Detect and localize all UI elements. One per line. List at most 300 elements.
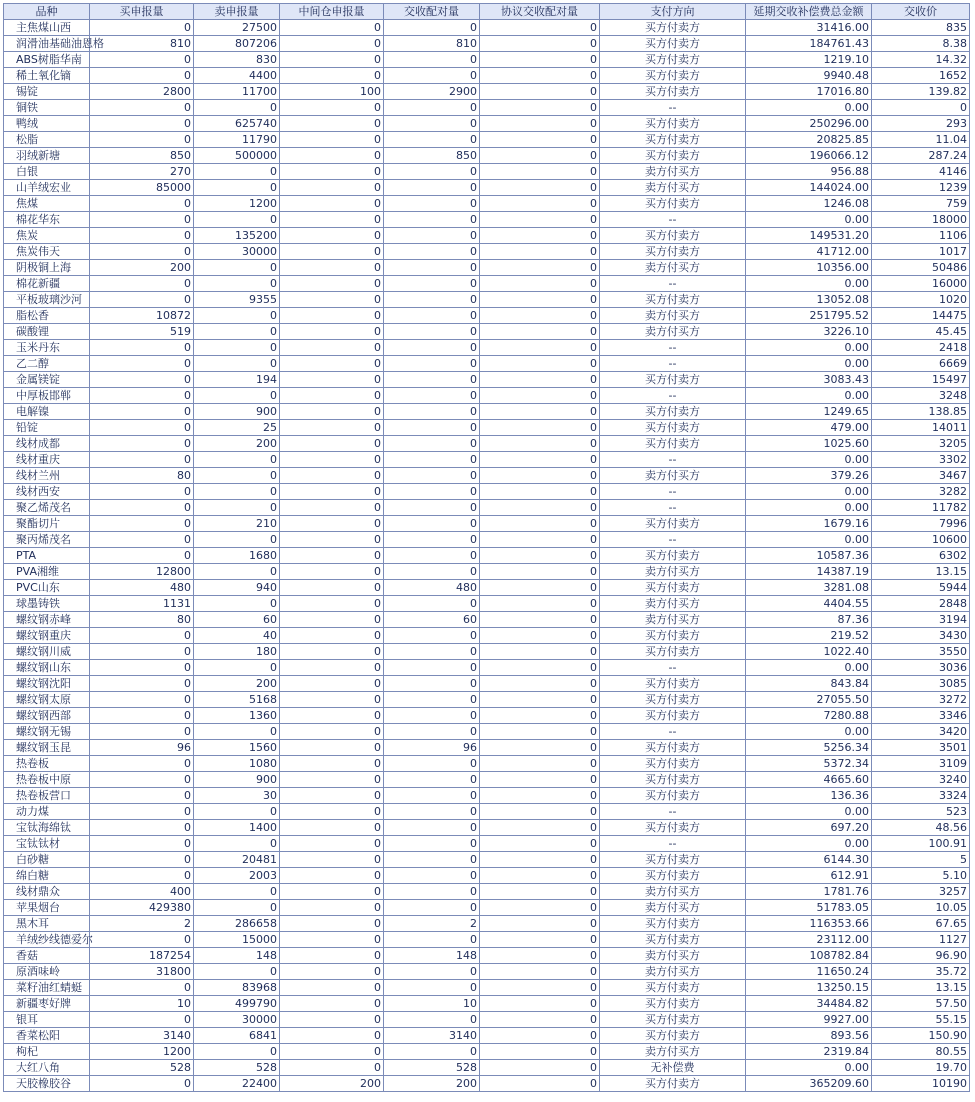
table-cell: 184761.43 xyxy=(746,36,872,52)
table-cell: 0 xyxy=(90,980,194,996)
table-cell: 0 xyxy=(90,484,194,500)
table-cell: 0 xyxy=(280,308,384,324)
table-cell: 0 xyxy=(480,788,600,804)
table-cell: 0 xyxy=(280,1060,384,1076)
table-cell: 480 xyxy=(90,580,194,596)
table-cell: 15497 xyxy=(872,372,970,388)
table-row xyxy=(4,1076,970,1092)
table-cell: 519 xyxy=(90,324,194,340)
column-header: 支付方向 xyxy=(600,4,746,20)
table-cell: 银耳 xyxy=(4,1012,90,1028)
table-cell: 3226.10 xyxy=(746,324,872,340)
table-cell: 0 xyxy=(384,212,480,228)
table-cell: -- xyxy=(600,724,746,740)
table-row xyxy=(4,612,970,628)
table-cell: 买方付卖方 xyxy=(600,580,746,596)
table-cell: 48.56 xyxy=(872,820,970,836)
table-cell: 0 xyxy=(384,308,480,324)
table-cell: 139.82 xyxy=(872,84,970,100)
table-cell: 0 xyxy=(480,596,600,612)
table-cell: 0 xyxy=(384,516,480,532)
table-row xyxy=(4,468,970,484)
table-cell: 3430 xyxy=(872,628,970,644)
table-cell: 0 xyxy=(280,788,384,804)
table-cell: 31416.00 xyxy=(746,20,872,36)
table-cell: 聚丙烯茂名 xyxy=(4,532,90,548)
table-cell: 0 xyxy=(194,484,280,500)
table-cell: 0 xyxy=(194,804,280,820)
table-cell: 0 xyxy=(480,740,600,756)
table-row xyxy=(4,68,970,84)
table-cell: 0 xyxy=(384,756,480,772)
table-cell: 19.70 xyxy=(872,1060,970,1076)
table-cell: 0 xyxy=(280,564,384,580)
table-cell: 10 xyxy=(90,996,194,1012)
table-cell: 0 xyxy=(480,84,600,100)
table-cell: 9927.00 xyxy=(746,1012,872,1028)
table-row xyxy=(4,260,970,276)
table-row xyxy=(4,116,970,132)
table-cell: 0 xyxy=(280,1012,384,1028)
table-cell: 219.52 xyxy=(746,628,872,644)
table-cell: 0.00 xyxy=(746,500,872,516)
table-row xyxy=(4,196,970,212)
table-cell: 2003 xyxy=(194,868,280,884)
table-cell: 0 xyxy=(280,244,384,260)
table-cell: 0 xyxy=(280,388,384,404)
table-cell: 8.38 xyxy=(872,36,970,52)
table-cell: 0 xyxy=(90,436,194,452)
table-cell: 625740 xyxy=(194,116,280,132)
table-cell: 5944 xyxy=(872,580,970,596)
table-cell: 螺纹钢无锡 xyxy=(4,724,90,740)
table-cell: 宝钛海绵钛 xyxy=(4,820,90,836)
table-row xyxy=(4,404,970,420)
table-cell: 卖方付买方 xyxy=(600,164,746,180)
table-row xyxy=(4,564,970,580)
table-cell: 0 xyxy=(480,820,600,836)
table-cell: 0 xyxy=(90,660,194,676)
table-cell: 0 xyxy=(480,1028,600,1044)
table-cell: 149531.20 xyxy=(746,228,872,244)
table-cell: 0 xyxy=(384,180,480,196)
table-cell: 80 xyxy=(90,468,194,484)
table-cell: 买方付卖方 xyxy=(600,740,746,756)
table-cell: 卖方付买方 xyxy=(600,260,746,276)
table-cell: 270 xyxy=(90,164,194,180)
table-cell: 阴极铜上海 xyxy=(4,260,90,276)
table-row xyxy=(4,660,970,676)
table-cell: 60 xyxy=(384,612,480,628)
table-cell: 14.32 xyxy=(872,52,970,68)
table-cell: 0 xyxy=(280,1044,384,1060)
table-cell: 0 xyxy=(480,132,600,148)
table-cell: -- xyxy=(600,212,746,228)
table-cell: 10190 xyxy=(872,1076,970,1092)
table-cell: 卖方付买方 xyxy=(600,596,746,612)
table-cell: 57.50 xyxy=(872,996,970,1012)
table-cell: 0 xyxy=(480,148,600,164)
table-cell: 51783.05 xyxy=(746,900,872,916)
table-cell: 买方付卖方 xyxy=(600,676,746,692)
table-cell: 0 xyxy=(480,580,600,596)
table-cell: 0 xyxy=(480,68,600,84)
table-cell: 动力煤 xyxy=(4,804,90,820)
table-row xyxy=(4,148,970,164)
table-cell: 23112.00 xyxy=(746,932,872,948)
table-cell: 0 xyxy=(90,644,194,660)
table-cell: 卖方付买方 xyxy=(600,324,746,340)
table-cell: 148 xyxy=(194,948,280,964)
column-header: 交收价 xyxy=(872,4,970,20)
table-cell: 无补偿费 xyxy=(600,1060,746,1076)
table-cell: -- xyxy=(600,484,746,500)
table-cell: 0 xyxy=(480,260,600,276)
table-cell: 0 xyxy=(90,516,194,532)
table-cell: 买方付卖方 xyxy=(600,932,746,948)
table-cell: 500000 xyxy=(194,148,280,164)
table-row xyxy=(4,100,970,116)
table-cell: 0 xyxy=(384,68,480,84)
table-cell: 2319.84 xyxy=(746,1044,872,1060)
table-cell: 18000 xyxy=(872,212,970,228)
table-cell: 0.00 xyxy=(746,724,872,740)
table-cell: 0 xyxy=(280,916,384,932)
table-cell: 锡锭 xyxy=(4,84,90,100)
table-cell: 14475 xyxy=(872,308,970,324)
table-cell: -- xyxy=(600,532,746,548)
table-cell: 0 xyxy=(384,452,480,468)
table-cell: 买方付卖方 xyxy=(600,436,746,452)
table-cell: 3257 xyxy=(872,884,970,900)
table-cell: 85000 xyxy=(90,180,194,196)
table-cell: 0 xyxy=(384,868,480,884)
table-cell: 铅锭 xyxy=(4,420,90,436)
table-cell: 0 xyxy=(480,660,600,676)
table-cell: 429380 xyxy=(90,900,194,916)
table-cell: 买方付卖方 xyxy=(600,788,746,804)
table-cell: 250296.00 xyxy=(746,116,872,132)
table-cell: 0 xyxy=(480,1076,600,1092)
table-cell: 1249.65 xyxy=(746,404,872,420)
table-cell: 3550 xyxy=(872,644,970,660)
table-cell: 买方付卖方 xyxy=(600,148,746,164)
table-cell: 0 xyxy=(384,100,480,116)
table-cell: 0 xyxy=(280,980,384,996)
table-cell: 1781.76 xyxy=(746,884,872,900)
table-cell: 87.36 xyxy=(746,612,872,628)
table-cell: 0.00 xyxy=(746,484,872,500)
table-cell: 0 xyxy=(384,772,480,788)
table-cell: -- xyxy=(600,836,746,852)
table-cell: 0 xyxy=(90,836,194,852)
table-cell: 200 xyxy=(194,676,280,692)
table-cell: 买方付卖方 xyxy=(600,116,746,132)
table-cell: 22400 xyxy=(194,1076,280,1092)
table-row xyxy=(4,132,970,148)
table-cell: 1560 xyxy=(194,740,280,756)
table-cell: 7996 xyxy=(872,516,970,532)
table-cell: 螺纹钢太原 xyxy=(4,692,90,708)
table-cell: 200 xyxy=(90,260,194,276)
table-cell: 0 xyxy=(90,68,194,84)
table-cell: 0 xyxy=(280,804,384,820)
table-cell: 0 xyxy=(90,228,194,244)
table-cell: 0 xyxy=(480,676,600,692)
table-cell: 买方付卖方 xyxy=(600,756,746,772)
table-cell: 0 xyxy=(280,756,384,772)
table-cell: 0 xyxy=(90,100,194,116)
table-cell: 0 xyxy=(480,628,600,644)
table-cell: 0 xyxy=(480,852,600,868)
table-cell: 绵白糖 xyxy=(4,868,90,884)
table-cell: 45.45 xyxy=(872,324,970,340)
table-cell: 0 xyxy=(194,1044,280,1060)
table-cell: 4146 xyxy=(872,164,970,180)
table-cell: 10600 xyxy=(872,532,970,548)
table-cell: 830 xyxy=(194,52,280,68)
table-cell: 螺纹钢沈阳 xyxy=(4,676,90,692)
table-cell: 买方付卖方 xyxy=(600,132,746,148)
table-cell: 11790 xyxy=(194,132,280,148)
table-cell: 0 xyxy=(480,548,600,564)
table-cell: 6841 xyxy=(194,1028,280,1044)
table-cell: 480 xyxy=(384,580,480,596)
table-cell: 0 xyxy=(384,660,480,676)
table-cell: 1025.60 xyxy=(746,436,872,452)
table-cell: 0 xyxy=(194,212,280,228)
table-row xyxy=(4,932,970,948)
table-cell: 5.10 xyxy=(872,868,970,884)
table-cell: 0 xyxy=(194,964,280,980)
table-cell: 187254 xyxy=(90,948,194,964)
table-cell: -- xyxy=(600,340,746,356)
table-cell: 0 xyxy=(194,308,280,324)
table-cell: 0 xyxy=(480,804,600,820)
table-cell: 香菇 xyxy=(4,948,90,964)
table-cell: 0 xyxy=(384,324,480,340)
table-cell: 180 xyxy=(194,644,280,660)
table-cell: 1679.16 xyxy=(746,516,872,532)
table-cell: 0 xyxy=(194,100,280,116)
table-cell: 0 xyxy=(384,788,480,804)
table-cell: 3324 xyxy=(872,788,970,804)
table-cell: 松脂 xyxy=(4,132,90,148)
table-cell: 3083.43 xyxy=(746,372,872,388)
table-cell: 线材兰州 xyxy=(4,468,90,484)
table-cell: 0 xyxy=(90,388,194,404)
table-cell: 0 xyxy=(480,324,600,340)
table-cell: 0 xyxy=(384,292,480,308)
table-cell: 螺纹钢赤峰 xyxy=(4,612,90,628)
table-cell: 中厚板邯郸 xyxy=(4,388,90,404)
table-row xyxy=(4,324,970,340)
table-row xyxy=(4,164,970,180)
table-cell: 0 xyxy=(280,708,384,724)
column-header: 协议交收配对量 xyxy=(480,4,600,20)
table-row xyxy=(4,308,970,324)
table-cell: 0 xyxy=(280,452,384,468)
table-cell: 0 xyxy=(480,516,600,532)
table-cell: -- xyxy=(600,388,746,404)
table-cell: 0 xyxy=(280,276,384,292)
settlement-table xyxy=(3,3,970,1092)
table-cell: 0 xyxy=(280,692,384,708)
table-cell: 3501 xyxy=(872,740,970,756)
table-cell: 1400 xyxy=(194,820,280,836)
table-cell: 0 xyxy=(280,532,384,548)
table-cell: 0 xyxy=(480,964,600,980)
table-row xyxy=(4,244,970,260)
table-cell: 0 xyxy=(280,356,384,372)
table-cell: 100.91 xyxy=(872,836,970,852)
table-cell: 0 xyxy=(90,724,194,740)
table-cell: 螺纹钢重庆 xyxy=(4,628,90,644)
table-cell: -- xyxy=(600,804,746,820)
table-cell: 0 xyxy=(90,404,194,420)
table-cell: 0 xyxy=(90,804,194,820)
table-cell: 0 xyxy=(90,532,194,548)
table-cell: 0 xyxy=(194,900,280,916)
table-cell: 3248 xyxy=(872,388,970,404)
table-cell: 30000 xyxy=(194,1012,280,1028)
table-cell: 0 xyxy=(384,404,480,420)
table-row xyxy=(4,580,970,596)
table-cell: 0 xyxy=(480,500,600,516)
table-cell: 759 xyxy=(872,196,970,212)
table-cell: 0 xyxy=(384,676,480,692)
table-cell: 线材西安 xyxy=(4,484,90,500)
table-cell: 0 xyxy=(384,244,480,260)
table-cell: 0 xyxy=(194,884,280,900)
table-cell: 棉花华东 xyxy=(4,212,90,228)
table-row xyxy=(4,964,970,980)
table-cell: 400 xyxy=(90,884,194,900)
table-cell: 135200 xyxy=(194,228,280,244)
table-row xyxy=(4,852,970,868)
table-cell: 3272 xyxy=(872,692,970,708)
table-cell: 聚酯切片 xyxy=(4,516,90,532)
table-row xyxy=(4,500,970,516)
table-cell: 0 xyxy=(480,756,600,772)
table-cell: 卖方付买方 xyxy=(600,884,746,900)
table-cell: 0 xyxy=(480,532,600,548)
column-header: 买申报量 xyxy=(90,4,194,20)
table-cell: 电解镍 xyxy=(4,404,90,420)
table-cell: 0 xyxy=(280,196,384,212)
table-row xyxy=(4,1044,970,1060)
table-cell: 3109 xyxy=(872,756,970,772)
table-row xyxy=(4,820,970,836)
table-cell: 1020 xyxy=(872,292,970,308)
table-cell: 0 xyxy=(480,196,600,212)
table-cell: 0.00 xyxy=(746,452,872,468)
table-cell: 1246.08 xyxy=(746,196,872,212)
table-cell: 0 xyxy=(384,596,480,612)
table-row xyxy=(4,772,970,788)
table-cell: 0.00 xyxy=(746,804,872,820)
table-cell: 0 xyxy=(384,116,480,132)
table-cell: 买方付卖方 xyxy=(600,628,746,644)
table-cell: 1106 xyxy=(872,228,970,244)
table-cell: 0 xyxy=(384,900,480,916)
table-cell: 0 xyxy=(480,164,600,180)
table-cell: 0 xyxy=(90,116,194,132)
table-cell: 900 xyxy=(194,404,280,420)
table-cell: 0 xyxy=(480,36,600,52)
table-cell: 0 xyxy=(90,276,194,292)
table-cell: 528 xyxy=(194,1060,280,1076)
table-cell: 0 xyxy=(194,532,280,548)
table-cell: 20825.85 xyxy=(746,132,872,148)
table-cell: 16000 xyxy=(872,276,970,292)
table-cell: 0 xyxy=(280,228,384,244)
table-cell: 0 xyxy=(90,1076,194,1092)
table-cell: 0 xyxy=(280,212,384,228)
table-cell: 3205 xyxy=(872,436,970,452)
table-cell: 0 xyxy=(480,564,600,580)
table-cell: 0 xyxy=(280,948,384,964)
table-row xyxy=(4,36,970,52)
table-row xyxy=(4,20,970,36)
table-cell: 0 xyxy=(90,628,194,644)
table-row xyxy=(4,1028,970,1044)
table-cell: 807206 xyxy=(194,36,280,52)
table-cell: 0 xyxy=(384,196,480,212)
column-header: 品种 xyxy=(4,4,90,20)
table-cell: 0 xyxy=(194,660,280,676)
table-cell: 0 xyxy=(90,52,194,68)
table-cell: 羽绒新塘 xyxy=(4,148,90,164)
table-cell: 热卷板 xyxy=(4,756,90,772)
table-cell: 0 xyxy=(280,724,384,740)
table-cell: -- xyxy=(600,356,746,372)
table-cell: 0 xyxy=(480,1012,600,1028)
table-cell: 3281.08 xyxy=(746,580,872,596)
table-cell: 1239 xyxy=(872,180,970,196)
table-cell: 1131 xyxy=(90,596,194,612)
table-cell: 7280.88 xyxy=(746,708,872,724)
table-cell: 0 xyxy=(194,356,280,372)
table-cell: 0 xyxy=(480,52,600,68)
table-cell: 0 xyxy=(384,484,480,500)
table-cell: 0 xyxy=(384,964,480,980)
table-cell: 200 xyxy=(280,1076,384,1092)
table-cell: 0 xyxy=(194,724,280,740)
table-row xyxy=(4,740,970,756)
table-cell: 0 xyxy=(280,996,384,1012)
table-cell: 买方付卖方 xyxy=(600,68,746,84)
table-cell: 5256.34 xyxy=(746,740,872,756)
table-cell: 0 xyxy=(384,1012,480,1028)
table-cell: 0 xyxy=(384,20,480,36)
table-cell: 焦煤 xyxy=(4,196,90,212)
table-cell: 11782 xyxy=(872,500,970,516)
table-cell: 810 xyxy=(384,36,480,52)
table-cell: 买方付卖方 xyxy=(600,52,746,68)
table-cell: 0 xyxy=(280,1028,384,1044)
table-cell: 0 xyxy=(280,772,384,788)
table-cell: 0 xyxy=(384,628,480,644)
table-cell: 379.26 xyxy=(746,468,872,484)
table-cell: 200 xyxy=(194,436,280,452)
table-cell: 0 xyxy=(280,100,384,116)
table-cell: 67.65 xyxy=(872,916,970,932)
table-cell: 3240 xyxy=(872,772,970,788)
table-row xyxy=(4,708,970,724)
table-row xyxy=(4,692,970,708)
table-cell: 0 xyxy=(280,500,384,516)
